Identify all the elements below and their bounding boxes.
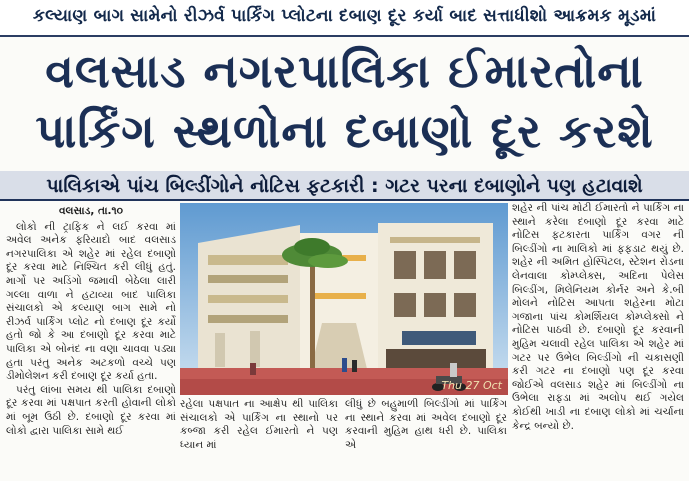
- article-column-left: [6, 205, 176, 477]
- kicker-text: કલ્યાણ બાગ સામેનો રીઝર્વ પાર્કિંગ પ્લોટના દબાણ દૂર કર્યા બાદ સત્તાધીશો આક્રમક મૂડમાં: [32, 6, 657, 26]
- column-bottom-1-text: રહેલા પક્ષપાત ના આક્ષેપ થી પાલિકા સંચાલકો એ પાર્કિંગ ના સ્થાનો પર કબ્જા કરી રહેલ ઈમારતો ને પણ ધ્યાન માં: [180, 398, 338, 451]
- building-photo-illustration: [180, 203, 508, 395]
- article-column-bottom-2: [345, 398, 507, 478]
- kicker-strip: [0, 0, 689, 37]
- subheadline-band: [0, 171, 689, 201]
- subheadline-text: પાલિકાએ પાંચ બિલ્ડીંગોને નોટિસ ફટકારી : ગટર પરના દબાણોને પણ હટાવાશે: [46, 175, 643, 197]
- news-photo-municipal-building: [180, 203, 508, 395]
- article-column-right: [512, 202, 684, 477]
- column-bottom-2-text: લીધું છે બહુમાળી બિલ્ડીંગો માં પાર્કિંગ ના સ્થાને કરવા માં અવેલ દબાણો દૂર કરવાની મુહિમ હાથ ધરી છે. પાલિકા એ: [345, 398, 507, 451]
- article-column-bottom-1: [180, 398, 338, 478]
- headline-line-2: પાર્કિંગ સ્થળોના દબાણો દૂર કરશે: [35, 104, 654, 158]
- photo-timestamp: Thu 27 Oct: [441, 379, 502, 392]
- headline-line-1: વલસાડ નગરપાલિકા ઈમારતોના: [45, 44, 644, 98]
- kicker-rule: [0, 35, 689, 37]
- column-left-para-1: લોકો ની ટ્રાફિક ને લઈ કરવા માં અવેલ અનેક ફરિયાદો બાદ વલસાડ નગરપાલિકા એ શહેર માં રહેલ દબાણો દૂર કરવા માટે નિશ્ચિત કરી લીધું હતું. માર્ગો પર અડિંગો જમાવી બેઠેલા લારી ગલ્લા વાળા ને હટાવ્યા બાદ પાલિકા સંચાલકો એ કલ્યાણ બાગ સામે નો રીઝર્વ પાર્કિંગ પ્લોટ નો દબાણ દૂર કર્યો હતો જો કે આ દબાણો દૂર કરવા માટે પાલિકા એ બોનંદ ના વણા ચાવવા પડ્યા હતા પરંતુ અનેક અટકળો વચ્ચે પણ ડીમોલેશન કરી દબાણ દૂર કર્યા હતા.: [6, 220, 176, 383]
- column-left-para-2: પરંતુ લાંબા સમય થી પાલિકા દબાણો દૂર કરવા માં પક્ષપાત કરતી હોવાની લોકો માં બૂમ ઉઠી છે. દબાણો દૂર કરવા માં લોકો દ્વારા પાલિકા સામે થઈ: [6, 383, 176, 437]
- dateline: વલસાડ, તા.૧૦: [59, 205, 123, 217]
- column-right-text: શહેર ની પાંચ મોટી ઈમારતો ને પાર્કિંગ ના સ્થાને કરેલા દબાણો દૂર કરવા માટે નોટિસ ફટકારતા પાર્કિંગ વગર ની બિલ્ડીંગો ના માલિકો માં ફફડાટ થયું છે. શહેર ની અમિત હોસ્પિટલ, સ્ટેશન રોડના લેનવાલા કોમ્પ્લેક્સ, અદિના પેલેસ બિલ્ડીંગ, મિલેનિયમ કોર્નર અને કે.બી મોલને નોટિસ આપતા શહેરના મોટા ગજાના પાંચ કોમર્શિયલ કોમ્પ્લેક્સો ને નોટિસ પાઠવી છે. દબાણો દૂર કરવાની મુહિમ ચલાવી રહેલ પાલિકા એ શહેર માં ગટર પર ઉભેલ બિલ્ડીંગો ની ચકાસણી કરી ગટર ના દબાણો પણ દૂર કરવા જોઈએ વલસાડ શહેર માં બિલ્ડીંગો ના ઉભેલા રાફડા માં અલોપ થઈ ગયેલ કોઈથી ખાડી ના દબાણ લોકો માં ચર્ચાના કેન્દ્ર બન્યો છે.: [512, 202, 684, 432]
